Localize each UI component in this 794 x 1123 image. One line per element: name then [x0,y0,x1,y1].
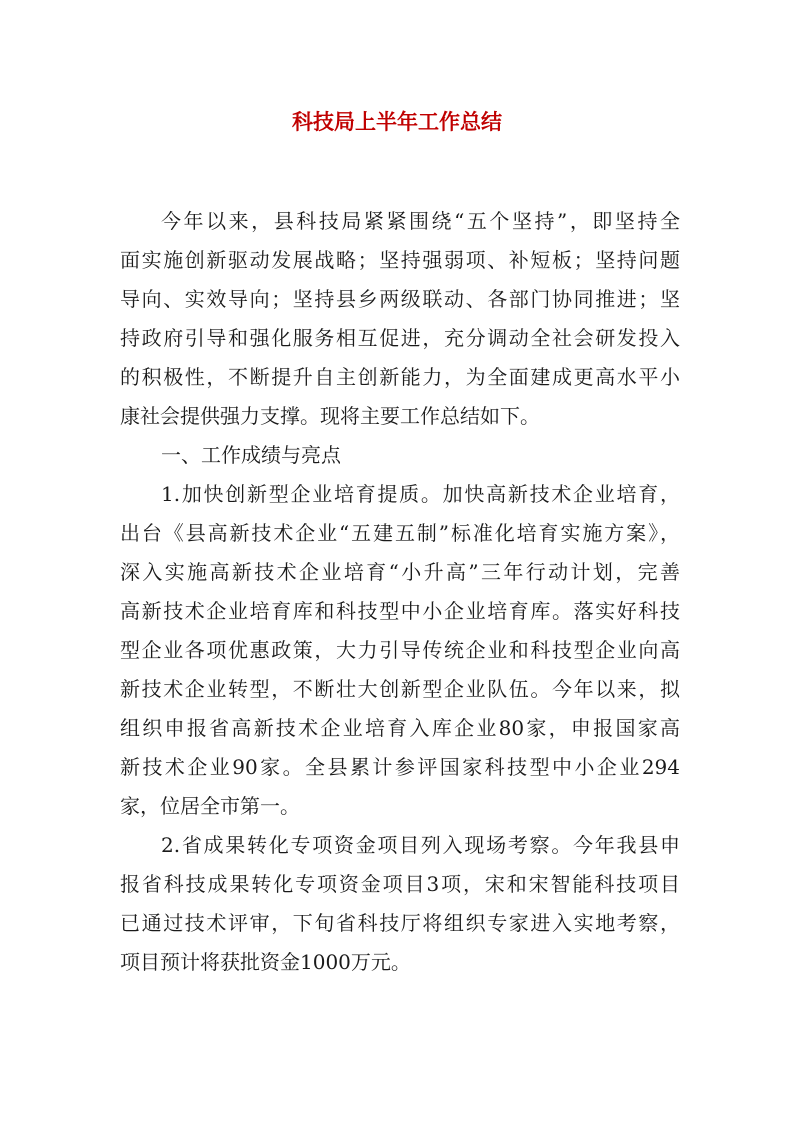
text-line: 组织申报省高新技术企业培育入库企业80家，申报国家高 [120,716,680,740]
heading-line: 一、工作成绩与亮点 [161,443,341,467]
text-line: 报省科技成果转化专项资金项目3项，宋和宋智能科技项目 [120,872,680,896]
text-line: 康社会提供强力支撑。现将主要工作总结如下。 [120,404,540,428]
text-line: 1.加快创新型企业培育提质。加快高新技术企业培育， [161,482,680,506]
text-line: 型企业各项优惠政策，大力引导传统企业和科技型企业向高 [120,638,680,662]
text-line: 2.省成果转化专项资金项目列入现场考察。今年我县申 [161,833,680,857]
text-line: 导向、实效导向；坚持县乡两级联动、各部门协同推进；坚 [120,287,680,311]
paragraph-intro [120,202,680,436]
document-body [120,202,680,982]
text-line: 新技术企业90家。全县累计参评国家科技型中小企业294 [120,755,680,779]
text-line: 新技术企业转型，不断壮大创新型企业队伍。今年以来，拟 [120,677,680,701]
text-line: 持政府引导和强化服务相互促进，充分调动全社会研发投入 [120,326,680,350]
text-line: 面实施创新驱动发展战略；坚持强弱项、补短板；坚持问题 [120,248,680,272]
text-line: 高新技术企业培育库和科技型中小企业培育库。落实好科技 [120,599,680,623]
text-line: 出台《县高新技术企业“五建五制”标准化培育实施方案》， [120,521,680,545]
paragraph-item-1 [120,475,680,826]
document-title: 科技局上半年工作总结 [292,109,502,134]
text-line: 今年以来，县科技局紧紧围绕“五个坚持”，即坚持全 [161,209,680,233]
section-heading [120,436,680,475]
text-line: 的积极性，不断提升自主创新能力，为全面建成更高水平小 [120,365,680,389]
text-line: 深入实施高新技术企业培育“小升高”三年行动计划，完善 [120,560,680,584]
paragraph-item-2 [120,826,680,982]
text-line: 已通过技术评审，下旬省科技厅将组织专家进入实地考察， [120,911,680,935]
text-line: 项目预计将获批资金1000万元。 [120,950,411,974]
text-line: 家，位居全市第一。 [120,794,300,818]
